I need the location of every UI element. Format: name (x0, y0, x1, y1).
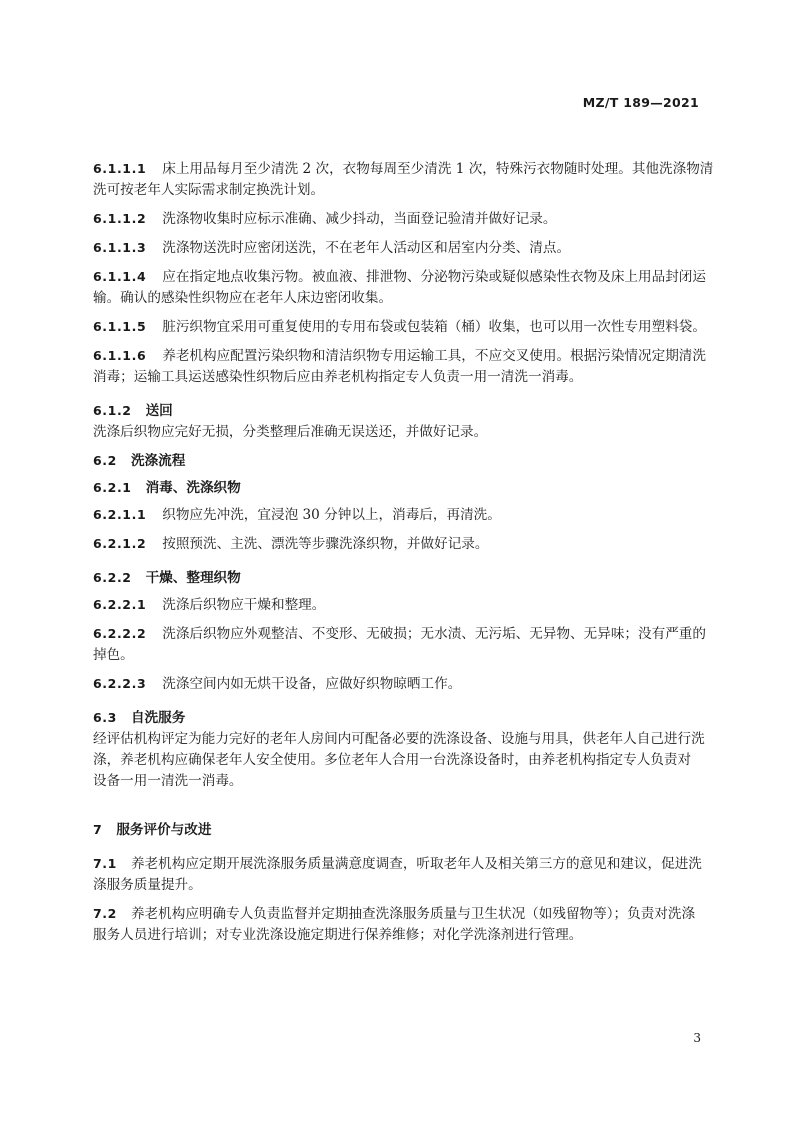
clause-text: 涤，养老机构应确保老年人安全使用。多位老年人合用一台洗涤设备时，由养老机构指定专人负责对 (93, 752, 692, 768)
clause-6-2-2-1 (93, 594, 718, 616)
clause-6-1-1-3 (93, 237, 718, 259)
section-number: 6.2.2 (93, 570, 132, 585)
clause-text: 应在指定地点收集污物。被血液、排泄物、分泌物污染或疑似感染性衣物及床上用品封闭运 (162, 269, 706, 285)
clause-number: 6.2.2.2 (93, 626, 147, 641)
clause-text: 服务人员进行培训；对专业洗涤设施定期进行保养维修；对化学洗涤剂进行管理。 (93, 927, 583, 943)
clause-7-1 (93, 853, 718, 896)
page-number: 3 (693, 1031, 701, 1045)
section-number: 6.3 (93, 710, 117, 725)
clause-text: 掉色。 (93, 647, 134, 663)
section-heading-6-1-2 (93, 400, 718, 422)
clause-6-1-1-1 (93, 158, 718, 201)
document-body (93, 158, 718, 953)
clause-number: 6.1.1.1 (93, 161, 147, 176)
section-heading-6-2 (93, 450, 718, 472)
clause-text: 洗可按老年人实际需求制定换洗计划。 (93, 182, 325, 198)
clause-text: 洗涤物送洗时应密闭送洗，不在老年人活动区和居室内分类、清点。 (162, 240, 571, 256)
clause-text: 养老机构应配置污染织物和清洁织物专用运输工具，不应交叉使用。根据污染情况定期清洗 (162, 348, 706, 364)
clause-text: 按照预洗、主洗、漂洗等步骤洗涤织物，并做好记录。 (162, 536, 489, 552)
section-title: 送回 (145, 403, 173, 419)
clause-number: 6.1.1.3 (93, 240, 147, 255)
clause-number: 6.1.1.2 (93, 211, 147, 226)
clause-number: 6.2.2.3 (93, 676, 147, 691)
clause-text: 洗涤后织物应干燥和整理。 (162, 597, 326, 613)
clause-text: 洗涤后织物应外观整洁、不变形、无破损；无水渍、无污垢、无异物、无异味；没有严重的 (162, 626, 706, 642)
clause-text: 输。确认的感染性织物应在老年人床边密闭收集。 (93, 290, 393, 306)
clause-text: 洗涤物收集时应标示准确、减少抖动，当面登记验清并做好记录。 (162, 211, 557, 227)
clause-text: 涤服务质量提升。 (93, 877, 202, 893)
clause-text: 设备一用一清洗一消毒。 (93, 773, 243, 789)
clause-6-1-1-4 (93, 266, 718, 309)
clause-text: 洗涤空间内如无烘干设备，应做好织物晾晒工作。 (162, 676, 462, 692)
clause-number: 6.1.1.4 (93, 269, 147, 284)
clause-text: 洗涤后织物应完好无损，分类整理后准确无误送还，并做好记录。 (93, 424, 488, 440)
clause-text: 织物应先冲洗，宜浸泡 30 分钟以上，消毒后，再清洗。 (162, 507, 501, 523)
clause-text: 养老机构应明确专人负责监督并定期抽查洗涤服务质量与卫生状况（如残留物等）；负责对洗涤 (130, 906, 696, 922)
section-title: 洗涤流程 (130, 453, 186, 469)
section-heading-6-3 (93, 707, 718, 729)
section-title: 服务评价与改进 (116, 822, 212, 838)
clause-text: 经评估机构评定为能力完好的老年人房间内可配备必要的洗涤设备、设施与用具，供老年人自己进行洗 (93, 731, 705, 747)
clause-text: 脏污织物宜采用可重复使用的专用布袋或包装箱（桶）收集，也可以用一次性专用塑料袋。 (162, 319, 706, 335)
clause-number: 6.1.1.6 (93, 348, 147, 363)
clause-6-1-1-2 (93, 208, 718, 230)
clause-6-2-2-3 (93, 673, 718, 695)
section-heading-6-2-2 (93, 567, 718, 589)
section-title: 消毒、洗涤织物 (145, 480, 241, 496)
section-title: 自洗服务 (130, 710, 186, 726)
section-number: 6.2 (93, 453, 117, 468)
clause-6-2-2-2 (93, 623, 718, 666)
document-id: MZ/T 189—2021 (582, 95, 699, 110)
clause-6-1-1-6 (93, 345, 718, 388)
section-heading-6-2-1 (93, 477, 718, 499)
clause-text: 床上用品每月至少清洗 2 次，衣物每周至少清洗 1 次，特殊污衣物随时处理。其他洗涤物清 (162, 161, 714, 177)
section-number: 6.1.2 (93, 403, 132, 418)
clause-6-3 (93, 729, 718, 792)
section-heading-7 (93, 819, 718, 841)
clause-number: 6.2.1.2 (93, 536, 147, 551)
clause-6-2-1-1 (93, 504, 718, 526)
clause-6-1-1-5 (93, 316, 718, 338)
clause-number: 7.1 (93, 856, 117, 871)
section-number: 6.2.1 (93, 480, 132, 495)
clause-6-2-1-2 (93, 533, 718, 555)
clause-text: 消毒；运输工具运送感染性织物后应由养老机构指定专人负责一用一清洗一消毒。 (93, 369, 583, 385)
clause-text: 养老机构应定期开展洗涤服务质量满意度调查，听取老年人及相关第三方的意见和建议，促进洗 (130, 856, 702, 872)
section-number: 7 (93, 822, 103, 837)
clause-6-1-2 (93, 422, 718, 443)
clause-number: 7.2 (93, 906, 117, 921)
clause-number: 6.2.1.1 (93, 507, 147, 522)
section-title: 干燥、整理织物 (145, 570, 241, 586)
clause-7-2 (93, 903, 718, 946)
clause-number: 6.1.1.5 (93, 319, 147, 334)
clause-number: 6.2.2.1 (93, 597, 147, 612)
